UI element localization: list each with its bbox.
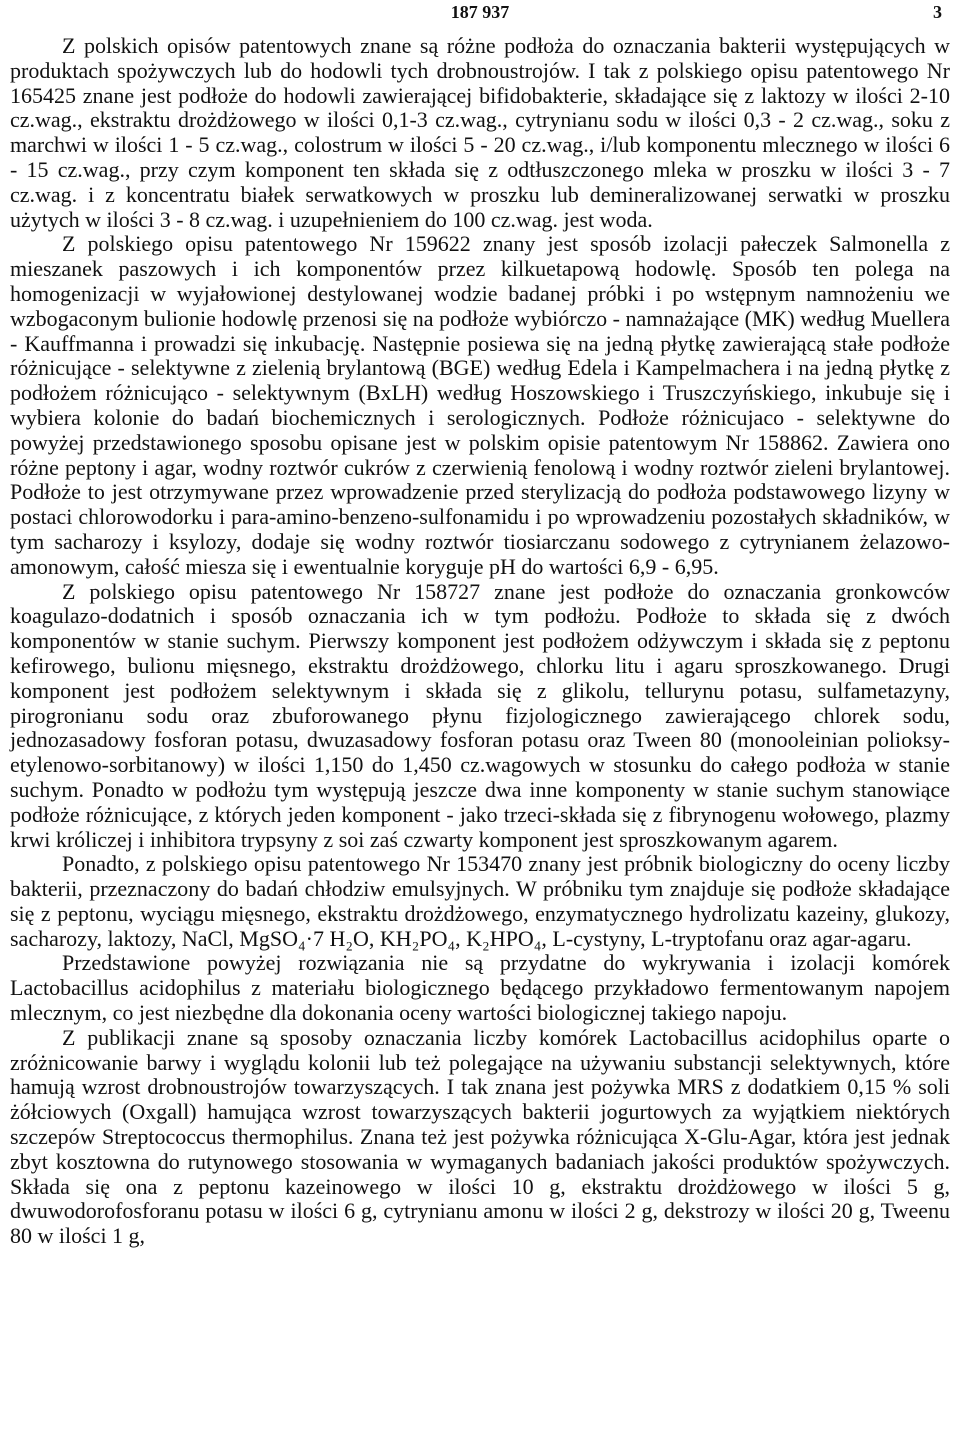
paragraph-patent-159622: Z polskiego opisu patentowego Nr 159622 znany jest sposób izolacji pałeczek Salmonella z mieszanek paszowych i ich komponentów przez kilkuetapową hodowlę. Sposób ten polega na homogenizacji w wyjałowionej destylowanej wodzie badanej próbki i po wstępnym namnożeniu we wzbogaconym bulionie hodowlę przenosi się na podłoże wybiórczo - namnażające (MK) według Muellera - Kauffmanna i prowadzi się inkubację. Następnie posiewa się na jedną płytkę zawierającą stałe podłoże różnicujące - selektywne z zielenią brylantową (BGE) według Edela i Kampelmachera i na jedną płytkę z podłożem różnicująco - selektywnym (BxLH) według Hoszowskiego i Truszczyńskiego, inkubuje się i wybiera kolonie do badań biochemicznych i serologicznych. Podłoże różnicujaco - selektywne do powyżej przedstawionego sposobu opisane jest w polskim opisie patentowym Nr 158862. Zawiera ono różne peptony i agar, wodny roztwór cukrów z czerwienią fenolową i wodny roztwór zieleni brylantowej. Podłoże to jest otrzymywane przez wprowadzenie przed sterylizacją do podłoża podstawowego lizyny w postaci chlorowodorku i para-amino-benzeno-sulfonamidu i po wprowadzeniu pozostałych składników, w tym sacharozy i ksylozy, dodaje się wodny roztwór tiosiarczanu sodowego z cytrynianem żelazowo-amonowym, całość miesza się i ewentualnie koryguje pH do wartości 6,9 - 6,95.	[10, 231, 950, 579]
page-header	[10, 0, 950, 34]
paragraph-patent-165425: Z polskich opisów patentowych znane są różne podłoża do oznaczania bakterii występujących w produktach spożywczych lub do hodowli tych drobnoustrojów. I tak z polskiego opisu patentowego Nr 165425 znane jest podłoże do hodowli zawierającej bifidobakterie, składające się z laktozy w ilości 2-10 cz.wag., ekstraktu drożdżowego w ilości 0,1-3 cz.wag., cytrynianu sodu w ilości 0,3 - 2 cz.wag., soku z marchwi w ilości 1 - 5 cz.wag., colostrum w ilości 5 - 20 cz.wag., i/lub komponentu mlecznego w ilości 6 - 15 cz.wag., przy czym komponent ten składa się z odtłuszczonego mleka w proszku w ilości 3 - 7 cz.wag. i z koncentratu białek serwatkowych w proszku lub demineralizowanej serwatki w proszku użytych w ilości 3 - 8 cz.wag. i uzupełnieniem do 100 cz.wag. jest woda.	[10, 33, 950, 232]
page-number: 3	[933, 2, 942, 22]
paragraph-publications: Z publikacji znane są sposoby oznaczania liczby komórek Lactobacillus acidophilus oparte o zróżnicowanie barwy i wyglądu kolonii lub też polegające na używaniu substancji selektywnych, które hamują wzrost drobnoustrojów towarzyszących. I tak znana jest pożywka MRS z dodatkiem 0,15 % soli żółciowych (Oxgall) hamująca wzrost towarzyszących bakterii jogurtowych za wyjątkiem niektórych szczepów Streptococcus thermophilus. Znana też jest pożywka różnicująca X-Glu-Agar, która jest jednak zbyt kosztowna do rutynowego stosowania w wymaganych badaniach jakości produktów spożywczych. Składa się ona z peptonu kazeinowego w ilości 10 g, ekstraktu drożdżowego w ilości 5 g, dwuwodorofosforanu potasu w ilości 6 g, cytrynianu amonu w ilości 2 g, dekstrozy w ilości 20 g, Tweenu 80 w ilości 1 g,	[10, 1024, 950, 1249]
paragraph-solutions-unsuitable: Przedstawione powyżej rozwiązania nie są przydatne do wykrywania i izolacji komórek Lactobacillus acidophilus z materiału biologicznego będącego przykładowo fermentowanym napojem mlecznym, co jest niezbędne dla dokonania oceny wartości biologicznej takiego napoju.	[10, 950, 950, 1026]
document-body	[10, 34, 950, 1249]
paragraph-patent-153470: Ponadto, z polskiego opisu patentowego Nr 153470 znany jest próbnik biologiczny do oceny liczby bakterii, przeznaczony do badań chłodziw emulsyjnych. W próbniku tym znajduje się podłoże składające się z peptonu, wyciągu mięsnego, ekstraktu drożdżowego, enzymatycznego hydrolizatu kazeiny, glukozy, sacharozy, laktozy, NaCl, MgSO₄·7 H₂O, KH₂PO₄, K₂HPO₄, L-cystyny, L-tryptofanu oraz agar-agaru.	[10, 851, 950, 951]
patent-number: 187 937	[450, 2, 510, 22]
paragraph-patent-158727: Z polskiego opisu patentowego Nr 158727 znane jest podłoże do oznaczania gronkowców koagulazo-dodatnich i sposób oznaczania ich w tym podłożu. Podłoże to składa się z dwóch komponentów w stanie suchym. Pierwszy komponent jest podłożem odżywczym i składa się z peptonu kefirowego, bulionu mięsnego, ekstraktu drożdżowego, chlorku litu i agaru sproszkowanego. Drugi komponent jest podłożem selektywnym i składa się z glikolu, tellurynu potasu, sulfametazyny, pirogronianu sodu oraz zbuforowanego płynu fizjologicznego zawierającego chlorek sodu, jednozasadowy fosforan potasu, dwuzasadowy fosforan potasu oraz Tween 80 (monooleinian polioksy-etylenowo-sorbitanowy) w ilości 1,150 do 1,450 cz.wagowych w stosunku do całego podłoża w stanie suchym. Ponadto w podłożu tym występują jeszcze dwa inne komponenty w stanie suchym stanowiące podłoże różnicujące, z których jeden komponent - jako trzeci-składa się z fibrynogenu wołowego, plazmy krwi króliczej i inhibitora trypsyny z soi zaś czwarty komponent jest sproszkowanym agarem.	[10, 578, 950, 852]
